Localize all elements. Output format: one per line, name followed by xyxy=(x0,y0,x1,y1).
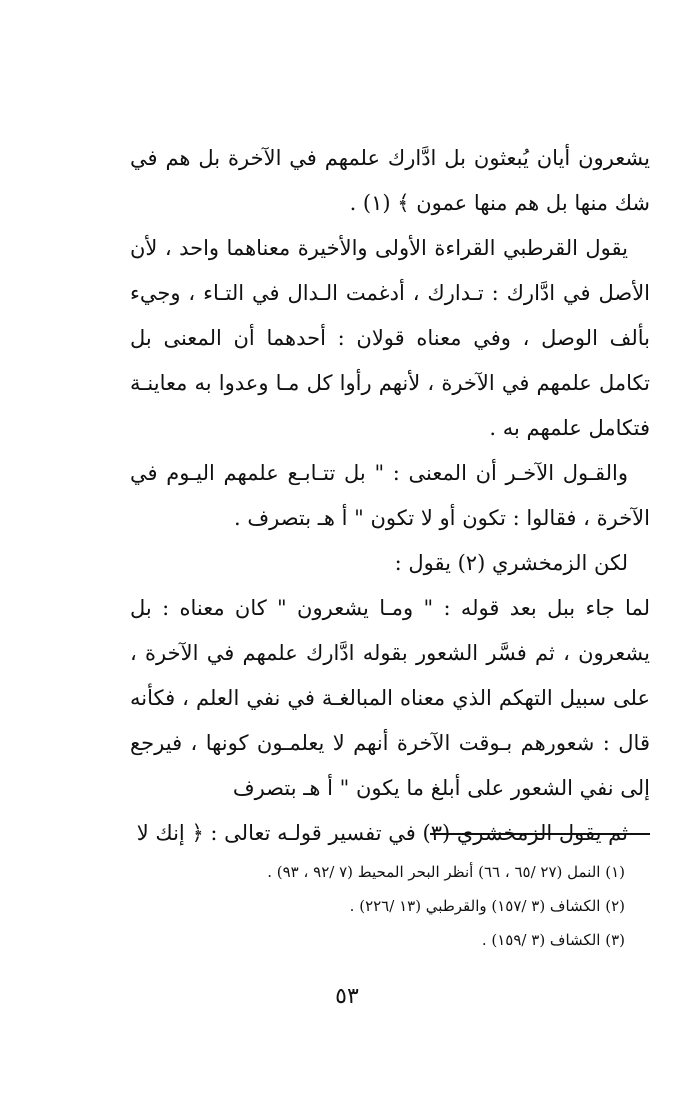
paragraph-3: والقـول الآخـر أن المعنى : " بل تتـابـع علمهم اليـوم في الآخرة ، فقالوا : تكون أو لا تكون " أ هـ بتصرف . xyxy=(130,461,650,530)
page-number: ٥٣ xyxy=(335,984,359,1009)
paragraph-2: يقول القرطبي القراءة الأولى والأخيرة معناهما واحد ، لأن الأصل في ادَّارك : تـدارك ، أدغمت الـدال في التـاء ، وجيء بألف الوصل ، وفي معناه قولان : أحدهما أن المعنى بل تكامل علمهم في الآخرة ، لأنهم رأوا كل مـا وعدوا به معاينـة فتكامل علمهم به . xyxy=(130,236,650,440)
paragraph-1: يشعرون أيان يُبعثون بل ادَّارك علمهم في الآخرة بل هم في شك منها بل هم منها عمون ﴾ (١) . xyxy=(130,146,650,215)
footnotes xyxy=(160,855,625,957)
paragraph-4: لكن الزمخشري (٢) يقول : xyxy=(394,551,628,575)
footnote-3: (٣) الكشاف (٣ /١٥٩) . xyxy=(481,931,625,949)
footnote-1: (١) النمل (٢٧ /٦٥ ، ٦٦) أنظر البحر المحيط (٧ /٩٢ ، ٩٣) . xyxy=(267,863,625,881)
footnote-2: (٢) الكشاف (٣ /١٥٧) والقرطبي (١٣ /٢٢٦) . xyxy=(349,897,625,915)
paragraph-5: لما جاء ببل بعد قوله : " ومـا يشعرون " كان معناه : بل يشعرون ، ثم فسَّر الشعور بقوله ادَّارك علمهم في الآخرة ، على سبيل التهكم الذي معناه المبالغـة في نفي العلم ، فكأنه قال : شعورهم بـوقت الآخرة أنهم لا يعلمـون كونها ، فيرجع إلى نفي الشعور على أبلغ ما يكون " أ هـ بتصرف xyxy=(130,596,650,800)
main-text xyxy=(130,136,650,856)
footnote-divider xyxy=(430,833,650,835)
paragraph-6: ثم يقول الزمخشري (٣) في تفسير قولـه تعالى : ﴿ إنك لا xyxy=(136,821,628,845)
